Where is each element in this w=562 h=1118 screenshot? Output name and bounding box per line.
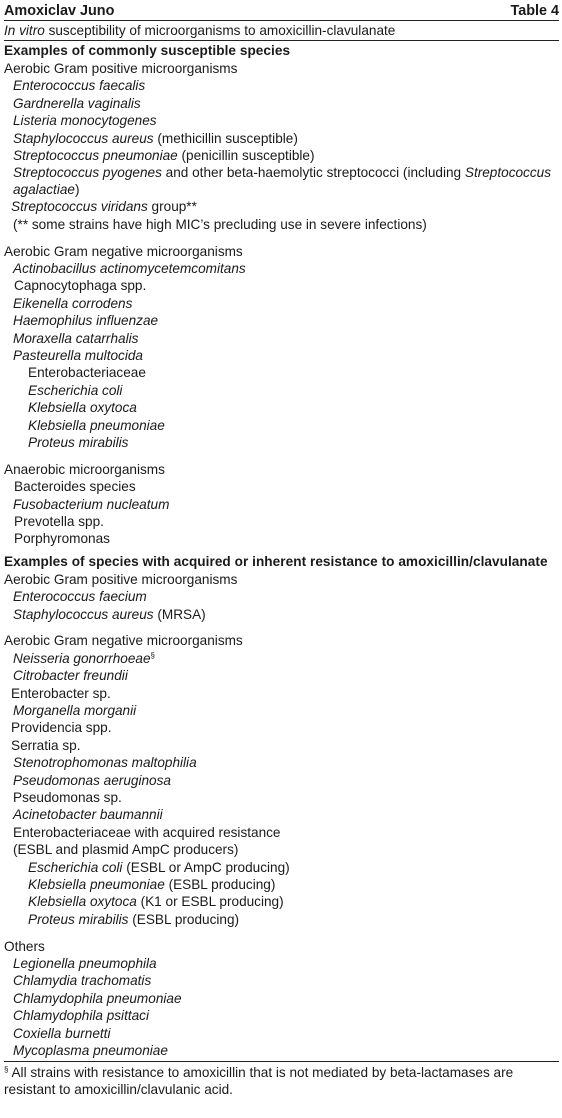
species-name: Enterococcus faecalis: [13, 78, 146, 94]
species-name: Streptococcus agalactiae: [13, 165, 552, 198]
species-note: Enterobacter sp.: [11, 685, 111, 701]
susceptible-heading: Examples of commonly susceptible species: [4, 43, 291, 58]
species-note: (K1 or ESBL producing): [136, 894, 284, 910]
list-item: [4, 382, 559, 399]
species-name: Legionella pneumophila: [13, 955, 157, 971]
species-name: Klebsiella oxytoca: [28, 894, 137, 910]
resistant-gram-positive-label: Aerobic Gram positive microorganisms: [4, 571, 238, 587]
list-item: [4, 606, 559, 623]
species-name: Chlamydophila pneumoniae: [13, 990, 182, 1006]
species-note: (penicillin susceptible): [177, 147, 315, 163]
list-item: [4, 719, 559, 736]
species-name: Acinetobacter baumannii: [13, 807, 163, 823]
species-note: Serratia sp.: [11, 737, 81, 753]
list-item: [4, 1007, 559, 1024]
species-name: Haemophilus influenzae: [13, 313, 159, 329]
species-note: (ESBL producing): [128, 911, 240, 927]
list-item: [4, 1025, 559, 1042]
species-name: Mycoplasma pneumoniae: [13, 1042, 168, 1058]
list-item: [4, 955, 559, 972]
species-note: ): [74, 182, 80, 198]
list-item: [4, 588, 559, 605]
list-item: [4, 754, 559, 771]
list-item: [4, 77, 559, 94]
list-item: [4, 650, 559, 667]
list-item: [4, 277, 559, 294]
table-header: [4, 0, 559, 21]
species-name: Escherichia coli: [28, 382, 123, 398]
species-note: group**: [147, 199, 197, 215]
list-item-streptococcus-pyogenes: [4, 164, 559, 198]
anaerobic-label: Anaerobic microorganisms: [4, 461, 165, 477]
footnote-mark: §: [4, 1065, 9, 1075]
section-mark: §: [150, 650, 155, 660]
enterobacteriaceae-acquired-label: Enterobacteriaceae with acquired resistance: [13, 824, 281, 840]
list-item: [4, 399, 559, 416]
species-name: Chlamydophila psittaci: [13, 1008, 150, 1024]
subtitle-text: susceptibility of microorganisms to amoxicillin-clavulanate: [44, 23, 396, 38]
list-item: [4, 737, 559, 754]
resistant-heading: Examples of species with acquired or inherent resistance to amoxicillin/clavulanate: [4, 553, 548, 569]
species-name: Klebsiella pneumoniae: [28, 876, 165, 892]
list-item: [4, 295, 559, 312]
list-item: [4, 147, 559, 164]
table-title: Amoxiclav Juno: [4, 3, 115, 19]
list-item: [4, 95, 559, 112]
list-item: [4, 347, 559, 364]
list-item: [4, 112, 559, 129]
species-note: and other beta-haemolytic streptococci (including: [161, 165, 465, 181]
list-item: [4, 667, 559, 684]
list-item: [4, 911, 559, 928]
species-name: Proteus mirabilis: [28, 911, 129, 927]
species-name: Staphylococcus aureus: [13, 606, 154, 622]
list-item: [4, 1042, 559, 1059]
species-name: Proteus mirabilis: [28, 434, 129, 450]
table-subtitle: [4, 21, 559, 41]
species-name: Neisseria gonorrhoeae: [13, 650, 151, 666]
list-item: [4, 496, 559, 513]
species-name: Citrobacter freundii: [13, 668, 128, 684]
list-item: [4, 330, 559, 347]
list-item: [4, 417, 559, 434]
list-item: [4, 876, 559, 893]
species-note: (ESBL or AmpC producing): [122, 859, 290, 875]
species-note: Bacteroides species: [14, 479, 136, 495]
susceptible-gram-positive-label: Aerobic Gram positive microorganisms: [4, 61, 238, 76]
enterobacteriaceae-label: Enterobacteriaceae: [28, 365, 146, 381]
resistant-gram-negative-label: Aerobic Gram negative microorganisms: [4, 633, 243, 649]
list-item: [4, 478, 559, 495]
species-name: Pseudomonas aeruginosa: [13, 772, 171, 788]
subtitle-italic: In vitro: [4, 23, 45, 38]
species-note: (methicillin susceptible): [153, 130, 298, 146]
species-note: (MRSA): [153, 606, 206, 622]
species-name: Listeria monocytogenes: [13, 113, 157, 129]
list-item: [4, 789, 559, 806]
list-item: [4, 702, 559, 719]
species-note: Prevotella spp.: [14, 513, 104, 529]
list-item: [4, 806, 559, 823]
species-name: Stenotrophomonas maltophilia: [13, 755, 197, 771]
species-name: Streptococcus pneumoniae: [13, 147, 178, 163]
footnote-text: All strains with resistance to amoxicillin that is not mediated by beta-lactamases are resistant to amoxicillin/clavulanic acid.: [4, 1065, 514, 1098]
list-item: [4, 893, 559, 910]
list-item: [4, 312, 559, 329]
list-item: [4, 530, 559, 547]
list-item: [4, 685, 559, 702]
species-name: Eikenella corrodens: [13, 295, 133, 311]
species-name: Klebsiella pneumoniae: [28, 417, 165, 433]
species-name: Chlamydia trachomatis: [13, 973, 152, 989]
others-label: Others: [4, 938, 45, 954]
species-name: Pasteurella multocida: [13, 347, 143, 363]
list-item: [4, 772, 559, 789]
species-note: Capnocytophaga spp.: [14, 278, 147, 294]
species-name: Staphylococcus aureus: [13, 130, 154, 146]
species-name: Escherichia coli: [28, 859, 123, 875]
list-item: [4, 130, 559, 147]
list-item: [4, 990, 559, 1007]
list-item: [4, 859, 559, 876]
species-name: Coxiella burnetti: [13, 1025, 111, 1041]
species-name: Fusobacterium nucleatum: [13, 496, 170, 512]
list-item: [4, 198, 559, 215]
species-name: Actinobacillus actinomycetemcomitans: [13, 261, 246, 277]
list-item: [4, 434, 559, 451]
table-number: Table 4: [510, 3, 559, 19]
species-name: Gardnerella vaginalis: [13, 95, 141, 111]
species-note: (ESBL producing): [164, 876, 276, 892]
footnote-mic: (** some strains have high MIC’s precluding use in severe infections): [13, 216, 427, 232]
species-note: Pseudomonas sp.: [13, 789, 122, 805]
species-name: Morganella morganii: [13, 703, 137, 718]
species-name: Klebsiella oxytoca: [28, 400, 137, 416]
species-note: Providencia spp.: [11, 720, 112, 736]
species-name: Enterococcus faecium: [13, 589, 147, 605]
species-name: Streptococcus viridans: [11, 199, 148, 215]
esbl-note: (ESBL and plasmid AmpC producers): [13, 842, 239, 858]
species-name: Streptococcus pyogenes: [13, 165, 162, 181]
species-name: Moraxella catarrhalis: [13, 330, 139, 346]
footnote: [4, 1062, 559, 1098]
list-item: [4, 513, 559, 530]
susceptible-gram-negative-label: Aerobic Gram negative microorganisms: [4, 243, 243, 259]
list-item: [4, 260, 559, 277]
list-item: [4, 972, 559, 989]
species-note: Porphyromonas: [14, 531, 110, 547]
